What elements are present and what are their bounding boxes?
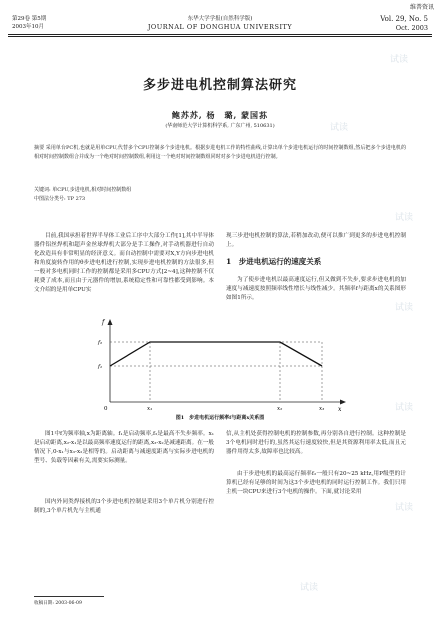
header-rule-2 [8, 36, 432, 37]
col2-paragraph-4: 由于步进电机的最高运行频率f₂一般只有20~25 kHz,用P级型的计算机已经有足够的时间为这3个步进电机的同时运行控制工作。我们只用主机一块CPU来进行3个电机的操作。下面,就讨论采用 [226, 471, 406, 495]
watermark: 试读 [300, 583, 319, 593]
col1-paragraph-1: 目前,我国承担着世界半导体工业后工序中大部分工作[1],其中半导体器件铝丝焊机和超声金丝球焊机大部分是手工操作,对手动机器进行自动化改造具有非常明显的经济意义。而自动控制中需要对X,Y方向步进电机和角度旋转作用的θ步进电机进行控制,实现步进电机控制的方法很多,但一般对多电机同时工作的控制都是采用多CPU方式[2~4],这种控制不仅耗费了成本,而且由于元器件的增加,系统稳定性和可靠性都受到影响。本文介绍的是用单CPU实 [34, 233, 214, 293]
y-axis-label: f [102, 319, 105, 326]
frequency-curve [110, 342, 322, 366]
header-date-en: Oct. 2003 [395, 24, 428, 32]
header-journal-cn: 东华大学学报(自然科学版) [187, 16, 253, 22]
y-axis-arrow [108, 319, 113, 325]
watermark: 试读 [395, 503, 414, 513]
col2-paragraph-2: 为了使步进电机以最高速度运行,但又做到不失步,要求步进电机的加速度与减速度按照频率线性增长与线性减少。其频率f与距离x的关系图形如图1所示。 [226, 277, 406, 301]
tick-label-x2: x₂ [277, 406, 283, 412]
corner-site-mark: 维普资讯 [409, 4, 434, 11]
paper-abstract: 摘要 采用单台PC机,也就是用单CPU,代替多个CPU控制多个步进电机。根据步进电机工作的特性曲线,计算出单个步进电机运行的时间控制数组,然后把多个步进电机的相对时间控制数组合并成为一个绝对时间控制数组,利用这一个绝对时间控制数组同时对多个步进电机进行控制。 [34, 145, 406, 160]
paper-keywords: 关键词: 单CPU,步进电机,相对时间控制数组 [34, 187, 132, 193]
frequency-distance-chart [90, 316, 350, 412]
tick-label-origin: 0 [104, 406, 108, 412]
watermark: 试读 [330, 123, 349, 133]
x-axis-arrow [340, 400, 346, 405]
x-axis-label: x [338, 406, 342, 412]
watermark: 试读 [395, 403, 414, 413]
header-volume-en: Vol. 29, No. 5 [380, 15, 428, 23]
watermark: 试读 [395, 303, 414, 313]
footnote-received-date: 收稿日期: 2003-06-09 [34, 601, 82, 606]
paper-affiliation: (华南师范大学计算机科学系, 广东广州, 510631) [165, 123, 275, 129]
tick-label-f1: f₁ [98, 364, 103, 370]
tick-label-x3: x₃ [319, 406, 325, 412]
tick-label-f2: f₂ [98, 340, 103, 346]
header-journal-en: JOURNAL OF DONGHUA UNIVERSITY [147, 23, 293, 31]
footnote-rule [34, 596, 104, 597]
paper-title: 多步进电机控制算法研究 [142, 78, 297, 93]
header-rule [8, 34, 432, 35]
header-volume-cn: 第29卷 第5期 [12, 16, 47, 22]
paper-classification: 中图法分类号: TP 273 [34, 196, 86, 202]
watermark: 试读 [395, 213, 414, 223]
col2-paragraph-1: 现三步进电机控制的算法,若稍加改动,便可以推广到更多的步进电机控制上。 [226, 233, 406, 248]
header-date-cn: 2003年10月 [12, 24, 44, 30]
tick-label-x1: x₁ [147, 406, 153, 412]
watermark: 试读 [390, 55, 409, 65]
paper-authors: 鲍苏苏, 杨 璐, 蒙国荪 [171, 110, 269, 120]
col1-paragraph-3: 国内外同类焊接机的3个步进电机控制是采用3个单片机分别进行控制的,3个单片机先与主机通 [34, 499, 214, 514]
section-1-heading: 1 步进电机运行的速度关系 [226, 257, 322, 266]
figure-1-caption: 图1 步进电机运行频率f与距离x关系图 [175, 415, 265, 421]
col1-paragraph-2: 图1中f为频率轴,x为距离轴。f₁是启动频率,f₂是最高不失步频率。x₁是启动距离,x₂-x₁是以最高频率速度运行的距离,x₃-x₂是减速距离。在一般情况下,0-x₁与x₃-x₂是相等的。启动距离与减速度距离与实际步进电机的型号、负载等因素有关,需要实际测量。 [34, 431, 214, 464]
col2-paragraph-3: 信,从主机处获得控制电机的控制参数,再分别各自进行控制。这种控制是3个电机同时进行的,虽然其运行速度较快,但是其资源利用率太低,而且元器件用得太多,故障率也比较高。 [226, 431, 406, 455]
